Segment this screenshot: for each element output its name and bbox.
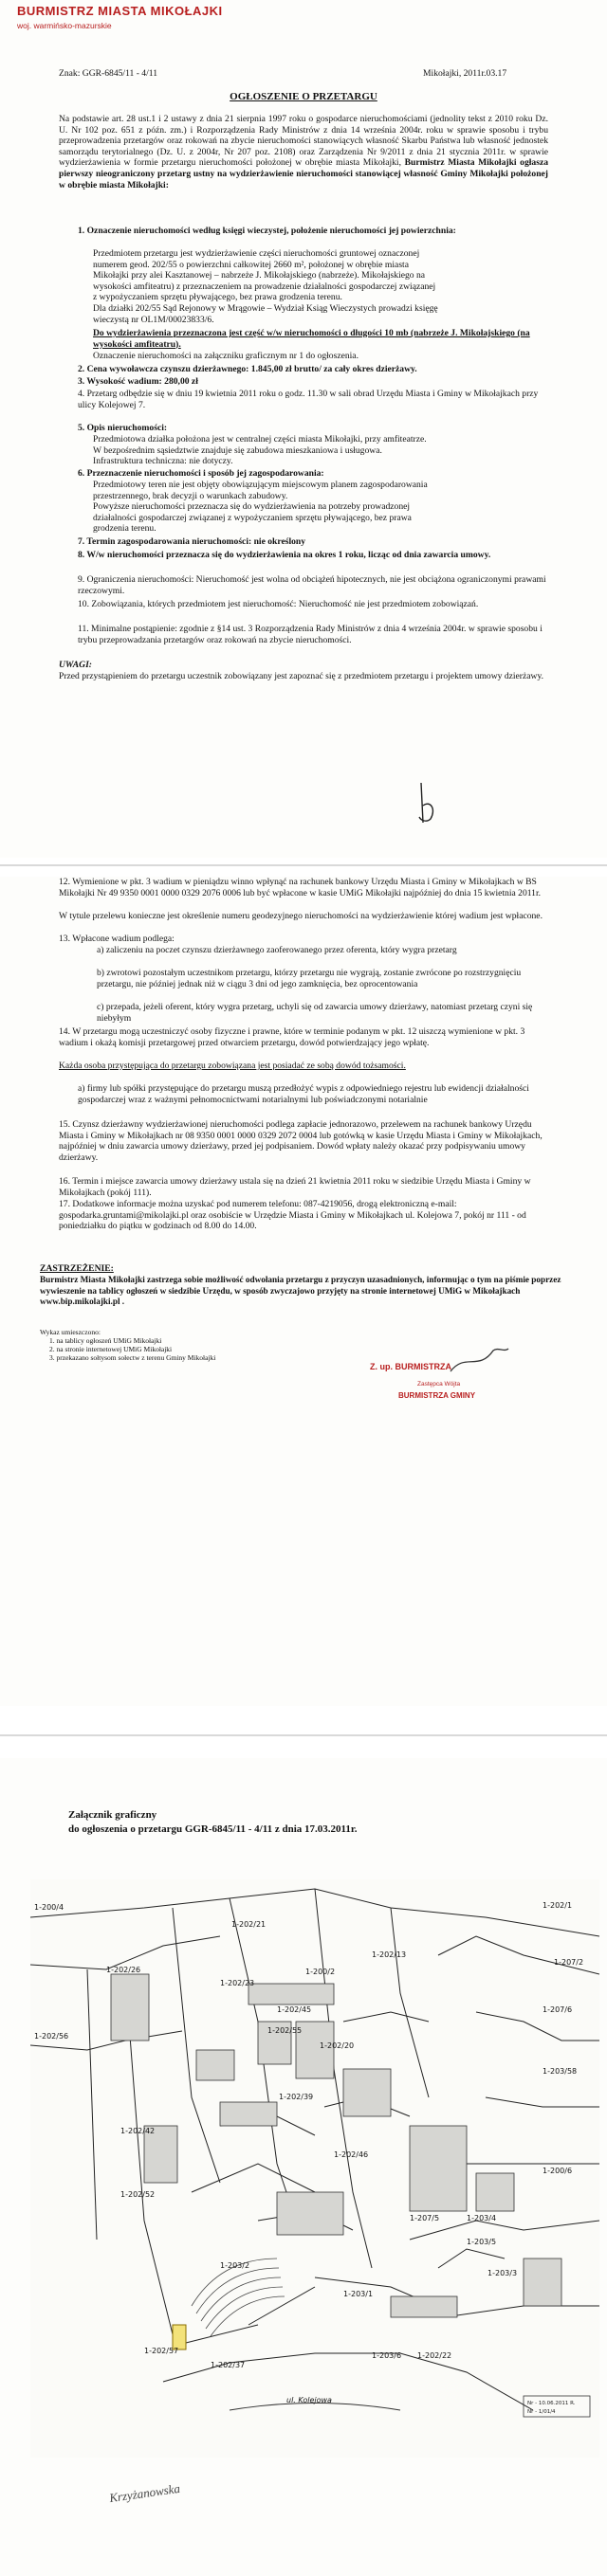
official-stamp: [370, 1362, 531, 1419]
stamp-line: BURMISTRZA GMINY: [398, 1391, 476, 1400]
section-5-line: Przedmiotowa działka położona jest w centralnej części miasta Mikołajki, przy amfiteatrze.: [93, 434, 427, 444]
parcel-label: 1-203/4: [467, 2214, 497, 2222]
parcel-label: 1-203/6: [372, 2351, 402, 2360]
page-3: [0, 1758, 607, 2576]
section-5-line: W bezpośrednim sąsiedztwie znajduje się zabudowa mieszkaniowa i usługowa.: [93, 444, 382, 456]
parcel-label: 1-207/5: [410, 2214, 440, 2222]
section-5-list: [93, 434, 548, 467]
attachment-title: Załącznik graficzny: [68, 1809, 157, 1821]
reservation-heading: ZASTRZEŻENIE:: [40, 1263, 114, 1274]
reservation-text: Burmistrz Miasta Mikołajki zastrzega sobie możliwość odwołania przetargu z przyczyn uzasadnionych, informując o tym na piśmie poprzez wywieszenie na tablicy ogłoszeń w siedzibie Urzędu, w sposób zwyczajowo przyjęty na stronie internetowej UMiG w Mikołajkach www.bip.mikolajki.pl .: [40, 1275, 561, 1307]
point-15-payment: 15. Czynsz dzierżawny wydzierżawionej nieruchomości podlega zapłacie jednorazowo, przelewem na rachunek bankowy Urzędu Miasta i Gminy w Mikołajkach nr 08 9350 0001 0000 0329 2072 0004 lub gotówką w kasie Urzędu Miasta i Gminy w Mikołajkach, najpóźniej w dniu zawarcia umowy dzierżawy, przed jej podpisaniem. Dowód wpłaty należy okazać przy podpisywaniu umowy dzierżawy.: [59, 1119, 543, 1163]
section-1-line: numerem geod. 202/55 o powierzchni całkowitej 2660 m², położonej w obrębie miasta: [93, 259, 409, 270]
section-4-auction-date: 4. Przetarg odbędzie się w dniu 19 kwietnia 2011 roku o godz. 11.30 w sali obrad Urzędu Miasta i Gminy w Mikołajkach przy ulicy Kolejowej 7.: [78, 389, 539, 410]
intro-bold-text: Burmistrz Miasta Mikołajki ogłasza pierwszy nieograniczony przetarg ustny na wydzierżawienie nieruchomości stanowiącej własność Gminy Mikołajki położonej w obrębie miasta Mikołajki:: [59, 157, 548, 190]
posting-item: 1. na tablicy ogłoszeń UMiG Mikołajki: [49, 1336, 162, 1345]
point-17-contact-info: 17. Dodatkowe informacje można uzyskać pod numerem telefonu: 087-4219056, drogą elektroniczną e-mail: gospodarka.gruntami@mikolajki.pl oraz osobiście w Urzędzie Miasta i Gminy w Mikołajkach ul. Kolejowa 7, pokój nr 111 - od poniedziałku do piątku w godzinach od 8.00 do 14.00.: [59, 1199, 526, 1232]
parcel-label: 1-207/2: [554, 1958, 584, 1967]
parcel-label: 1-200/2: [305, 1968, 336, 1976]
section-8-lease-period: 8. W/w nieruchomości przeznacza się do wydzierżawienia na okres 1 roku, licząc od dnia zawarcia umowy.: [78, 550, 491, 560]
parcel-label: 1-202/22: [417, 2351, 452, 2360]
section-6-list: [93, 480, 548, 535]
parcel-label: 1-202/37: [211, 2361, 246, 2369]
stamp-signature: [446, 1343, 512, 1381]
point-13-a: a) zaliczeniu na poczet czynszu dzierżawnego zaoferowanego przez oferenta, który wygra przetarg: [97, 945, 457, 955]
section-6-heading: 6. Przeznaczenie nieruchomości i sposób jej zagospodarowania:: [78, 468, 324, 479]
parcel-label: 1-203/58: [543, 2067, 578, 2076]
page-1: [0, 0, 607, 858]
parcel-label: 1-203/5: [467, 2238, 497, 2246]
parcel-label: 1-202/20: [320, 2041, 355, 2050]
parcel-label: 1-202/39: [279, 2093, 314, 2101]
section-6-line: działalności gospodarczej związanej z wypożyczaniem sprzętu pływającego, bez prawa: [93, 512, 412, 523]
parcel-label: 1-202/21: [231, 1920, 267, 1929]
section-6-line: Powyższe nieruchomości przeznacza się do wydzierżawienia na potrzeby prowadzonej: [93, 501, 411, 513]
reference-number: Znak: GGR-6845/11 - 4/11: [59, 68, 158, 79]
parcel-label: 1-200/6: [543, 2167, 573, 2175]
stamp-line: Z. up. BURMISTRZA: [370, 1362, 451, 1371]
section-1-line: Dla działki 202/55 Sąd Rejonowy w Mrągowie – Wydział Ksiąg Wieczystych prowadzi księgę: [93, 302, 438, 314]
section-5-heading: 5. Opis nieruchomości:: [78, 423, 168, 433]
stamp-subheader: woj. warmińsko-mazurskie: [17, 21, 112, 30]
section-1-line: Mikołajki przy alei Kasztanowej – nabrzeże J. Mikołajskiego (nabrzeże). Mikołajskiego na: [93, 270, 426, 281]
parcel-label: 1-202/1: [543, 1901, 573, 1910]
section-10-obligations: 10. Zobowiązania, których przedmiotem jest nieruchomość: Nieruchomość nie jest przedmiotem zobowiązań.: [78, 599, 479, 609]
parcel-label: 1-202/56: [34, 2032, 69, 2041]
parcel-label: 1-202/42: [120, 2127, 156, 2135]
stamp-line: Zastępca Wójta: [417, 1381, 461, 1388]
point-14-participants: 14. W przetargu mogą uczestniczyć osoby fizyczne i prawne, które w terminie podanym w pkt. 12 uiszczą wymienione w pkt. 3 wadium i okażą komisji przetargowej przed otwarciem przetargu, dowód potwierdzający jego wpłatę.: [59, 1026, 525, 1048]
section-1-list: [93, 248, 548, 325]
street-label: ul. Kolejowa: [286, 2396, 332, 2404]
point-12-transfer-note: W tytule przelewu konieczne jest określenie numeru geodezyjnego nieruchomości na wydzierżawienie której wadium jest wpłacone.: [59, 911, 543, 921]
section-9-restrictions: 9. Ograniczenia nieruchomości: Nieruchomość jest wolna od obciążeń hipotecznych, nie jest obciążona ograniczonymi prawami rzeczowymi.: [78, 574, 546, 596]
section-6-line: Przedmiotowy teren nie jest objęty obowiązującym miejscowym planem zagospodarowania: [93, 480, 428, 490]
section-6-line: grodzenia terenu.: [93, 523, 156, 535]
parcel-label: 1-202/46: [334, 2150, 369, 2159]
parcel-label: 1-202/13: [372, 1950, 407, 1959]
parcel-label: 1-200/4: [34, 1903, 64, 1912]
section-7-term: 7. Termin zagospodarowania nieruchomości: nie określony: [78, 536, 306, 547]
posting-item: 2. na stronie internetowej UMiG Mikołajki: [49, 1345, 173, 1353]
intro-text: Na podstawie art. 28 ust.1 i 2 ustawy z dnia 21 sierpnia 1997 roku o gospodarce nieruchomościami (jednolity tekst z 2010 roku Dz. U. Nr 102 poz. 651 z późn. zm.) i Rozporządzenia Rady Ministrów z dnia 14 września 2004r. roku w sprawie sposobu i trybu przeprowadzenia przetargów oraz rokowań na zbycie nieruchomości stanowiących własność Skarbu Państwa lub własność jednostek samorządu terytorialnego (Dz. U. z 2004r, Nr 207 poz. 2108) oraz Zarządzenia Nr 9/2011 z dnia 21 stycznia 2011r. w sprawie wydzierżawienia w formie przetargu nieruchomości położonej w obrębie miasta Mikołajki,: [59, 114, 548, 169]
section-1-line: z wypożyczaniem sprzętu pływającego, bez prawa grodzenia terenu.: [93, 292, 342, 303]
parcel-label: 1-207/6: [543, 2005, 573, 2014]
parcel-label: 1-203/2: [220, 2261, 250, 2270]
posting-list: [40, 1328, 215, 1362]
parcel-label: 1-203/1: [343, 2290, 374, 2298]
page-title: OGŁOSZENIE O PRZETARGU: [230, 91, 377, 102]
legend-line: Nr - 10.06.2011 R.: [527, 2401, 576, 2406]
point-13-c: c) przepada, jeżeli oferent, który wygra przetarg, uchyli się od zawarcia umowy dzierżawy, natomiast przetarg czyni się niebyłym: [97, 1002, 533, 1024]
page-separator: [0, 864, 607, 866]
point-12-deposit: 12. Wymienione w pkt. 3 wadium w pieniądzu winno wpłynąć na rachunek bankowy Urzędu Miasta i Gminy w Mikołajkach w BS Mikołajki Nr 49 9350 0001 0000 0329 2076 0006 lub być wpłacone w kasie UMiG Mikołajki najpóźniej do dnia 15 kwietnia 2011r.: [59, 877, 542, 898]
parcel-label: 1-202/23: [220, 1979, 255, 1987]
section-3-deposit: 3. Wysokość wadium: 280,00 zł: [78, 376, 198, 387]
page-2: [0, 877, 607, 1706]
parcel-label: 1-202/26: [106, 1966, 141, 1974]
section-1-line: Przedmiotem przetargu jest wydzierżawienie części nieruchomości gruntowej oznaczonej: [93, 248, 420, 259]
intro-paragraph: [59, 114, 548, 190]
section-6-line: przestrzennego, brak decyzji o warunkach zabudowy.: [93, 490, 288, 501]
stamp-header: BURMISTRZ MIASTA MIKOŁAJKI: [17, 4, 223, 18]
point-16-contract-date: 16. Termin i miejsce zawarcia umowy dzierżawy ustala się na dzień 21 kwietnia 2011 roku w siedzibie Urzędu Miasta i Gminy w Mikołajkach (pokój 111).: [59, 1176, 531, 1198]
section-1-line: wieczystą nr OL1M/00023833/6.: [93, 314, 214, 325]
section-1-attachment-note: Oznaczenie nieruchomości na załączniku graficznym nr 1 do ogłoszenia.: [93, 351, 359, 361]
section-1-lease-part: Do wydzierżawienia przeznaczona jest część w/w nieruchomości o długości 10 mb (nabrzeże J. Mikołajskiego (na wysokości amfiteatru).: [93, 328, 530, 350]
point-13-b: b) zwrotowi pozostałym uczestnikom przetargu, którzy przetargu nie wygrają, zostanie zwrócone po rozstrzygnięciu przetargu, nie później jednak niż w ciągu 3 dni od jego zamknięcia, bez oprocentowania: [97, 968, 522, 989]
posting-heading: Wykaz umieszczono:: [40, 1328, 101, 1336]
section-5-line: Infrastruktura techniczna: nie dotyczy.: [93, 456, 233, 467]
remarks-text: Przed przystąpieniem do przetargu uczestnik zobowiązany jest zapoznać się z przedmiotem przetargu i projektem umowy dzierżawy.: [59, 671, 544, 681]
cadastral-map: [30, 1879, 599, 2458]
point-13-heading: 13. Wpłacone wadium podlega:: [59, 934, 175, 944]
parcel-label: 1-202/55: [267, 2026, 303, 2035]
parcel-label: 1-203/3: [487, 2269, 518, 2277]
point-14-id-required: Każda osoba przystępująca do przetargu zobowiązana jest posiadać ze sobą dowód tożsamości.: [59, 1061, 406, 1071]
parcel-label: 1-202/57: [144, 2347, 179, 2355]
parcel-label: 1-202/45: [277, 2005, 312, 2014]
point-14-a: a) firmy lub spółki przystępujące do przetargu muszą przedłożyć wypis z odpowiedniego rejestru lub ewidencji działalności gospodarczej wraz z ważnymi pełnomocnictwami notarialnymi lub poświadczonymi notarialnie: [78, 1083, 529, 1105]
page-separator: [0, 1734, 607, 1736]
document-date: Mikołajki, 2011r.03.17: [423, 68, 507, 79]
attachment-subtitle: do ogłoszenia o przetargu GGR-6845/11 - 4/11 z dnia 17.03.2011r.: [68, 1823, 358, 1835]
section-1-line: wysokości amfiteatru) z przeznaczeniem na prowadzenie działalności gospodarczej związanej: [93, 281, 436, 292]
legend-line: Nr - 1/01/4: [527, 2409, 556, 2415]
handwritten-signature: [408, 777, 446, 830]
section-1-heading: 1. Oznaczenie nieruchomości według księgi wieczystej, położenie nieruchomości jej powierzchnia:: [78, 226, 456, 236]
section-2-price: 2. Cena wywoławcza czynszu dzierżawnego: 1.845,00 zł brutto/ za cały okres dzierżawy.: [78, 364, 417, 374]
posting-item: 3. przekazano sołtysom sołectw z terenu Gminy Mikołajki: [49, 1353, 216, 1362]
remarks-heading: UWAGI:: [59, 660, 93, 670]
map-handwritten-signature: Krzyżanowska: [108, 2480, 181, 2506]
section-11-min-increment: 11. Minimalne postąpienie: zgodnie z §14 ust. 3 Rozporządzenia Rady Ministrów z dnia 4 września 2004r. w sprawie sposobu i trybu przeprowadzania przetargów oraz rokowań na zbycie nieruchomości.: [78, 624, 543, 645]
parcel-label: 1-202/52: [120, 2190, 156, 2199]
